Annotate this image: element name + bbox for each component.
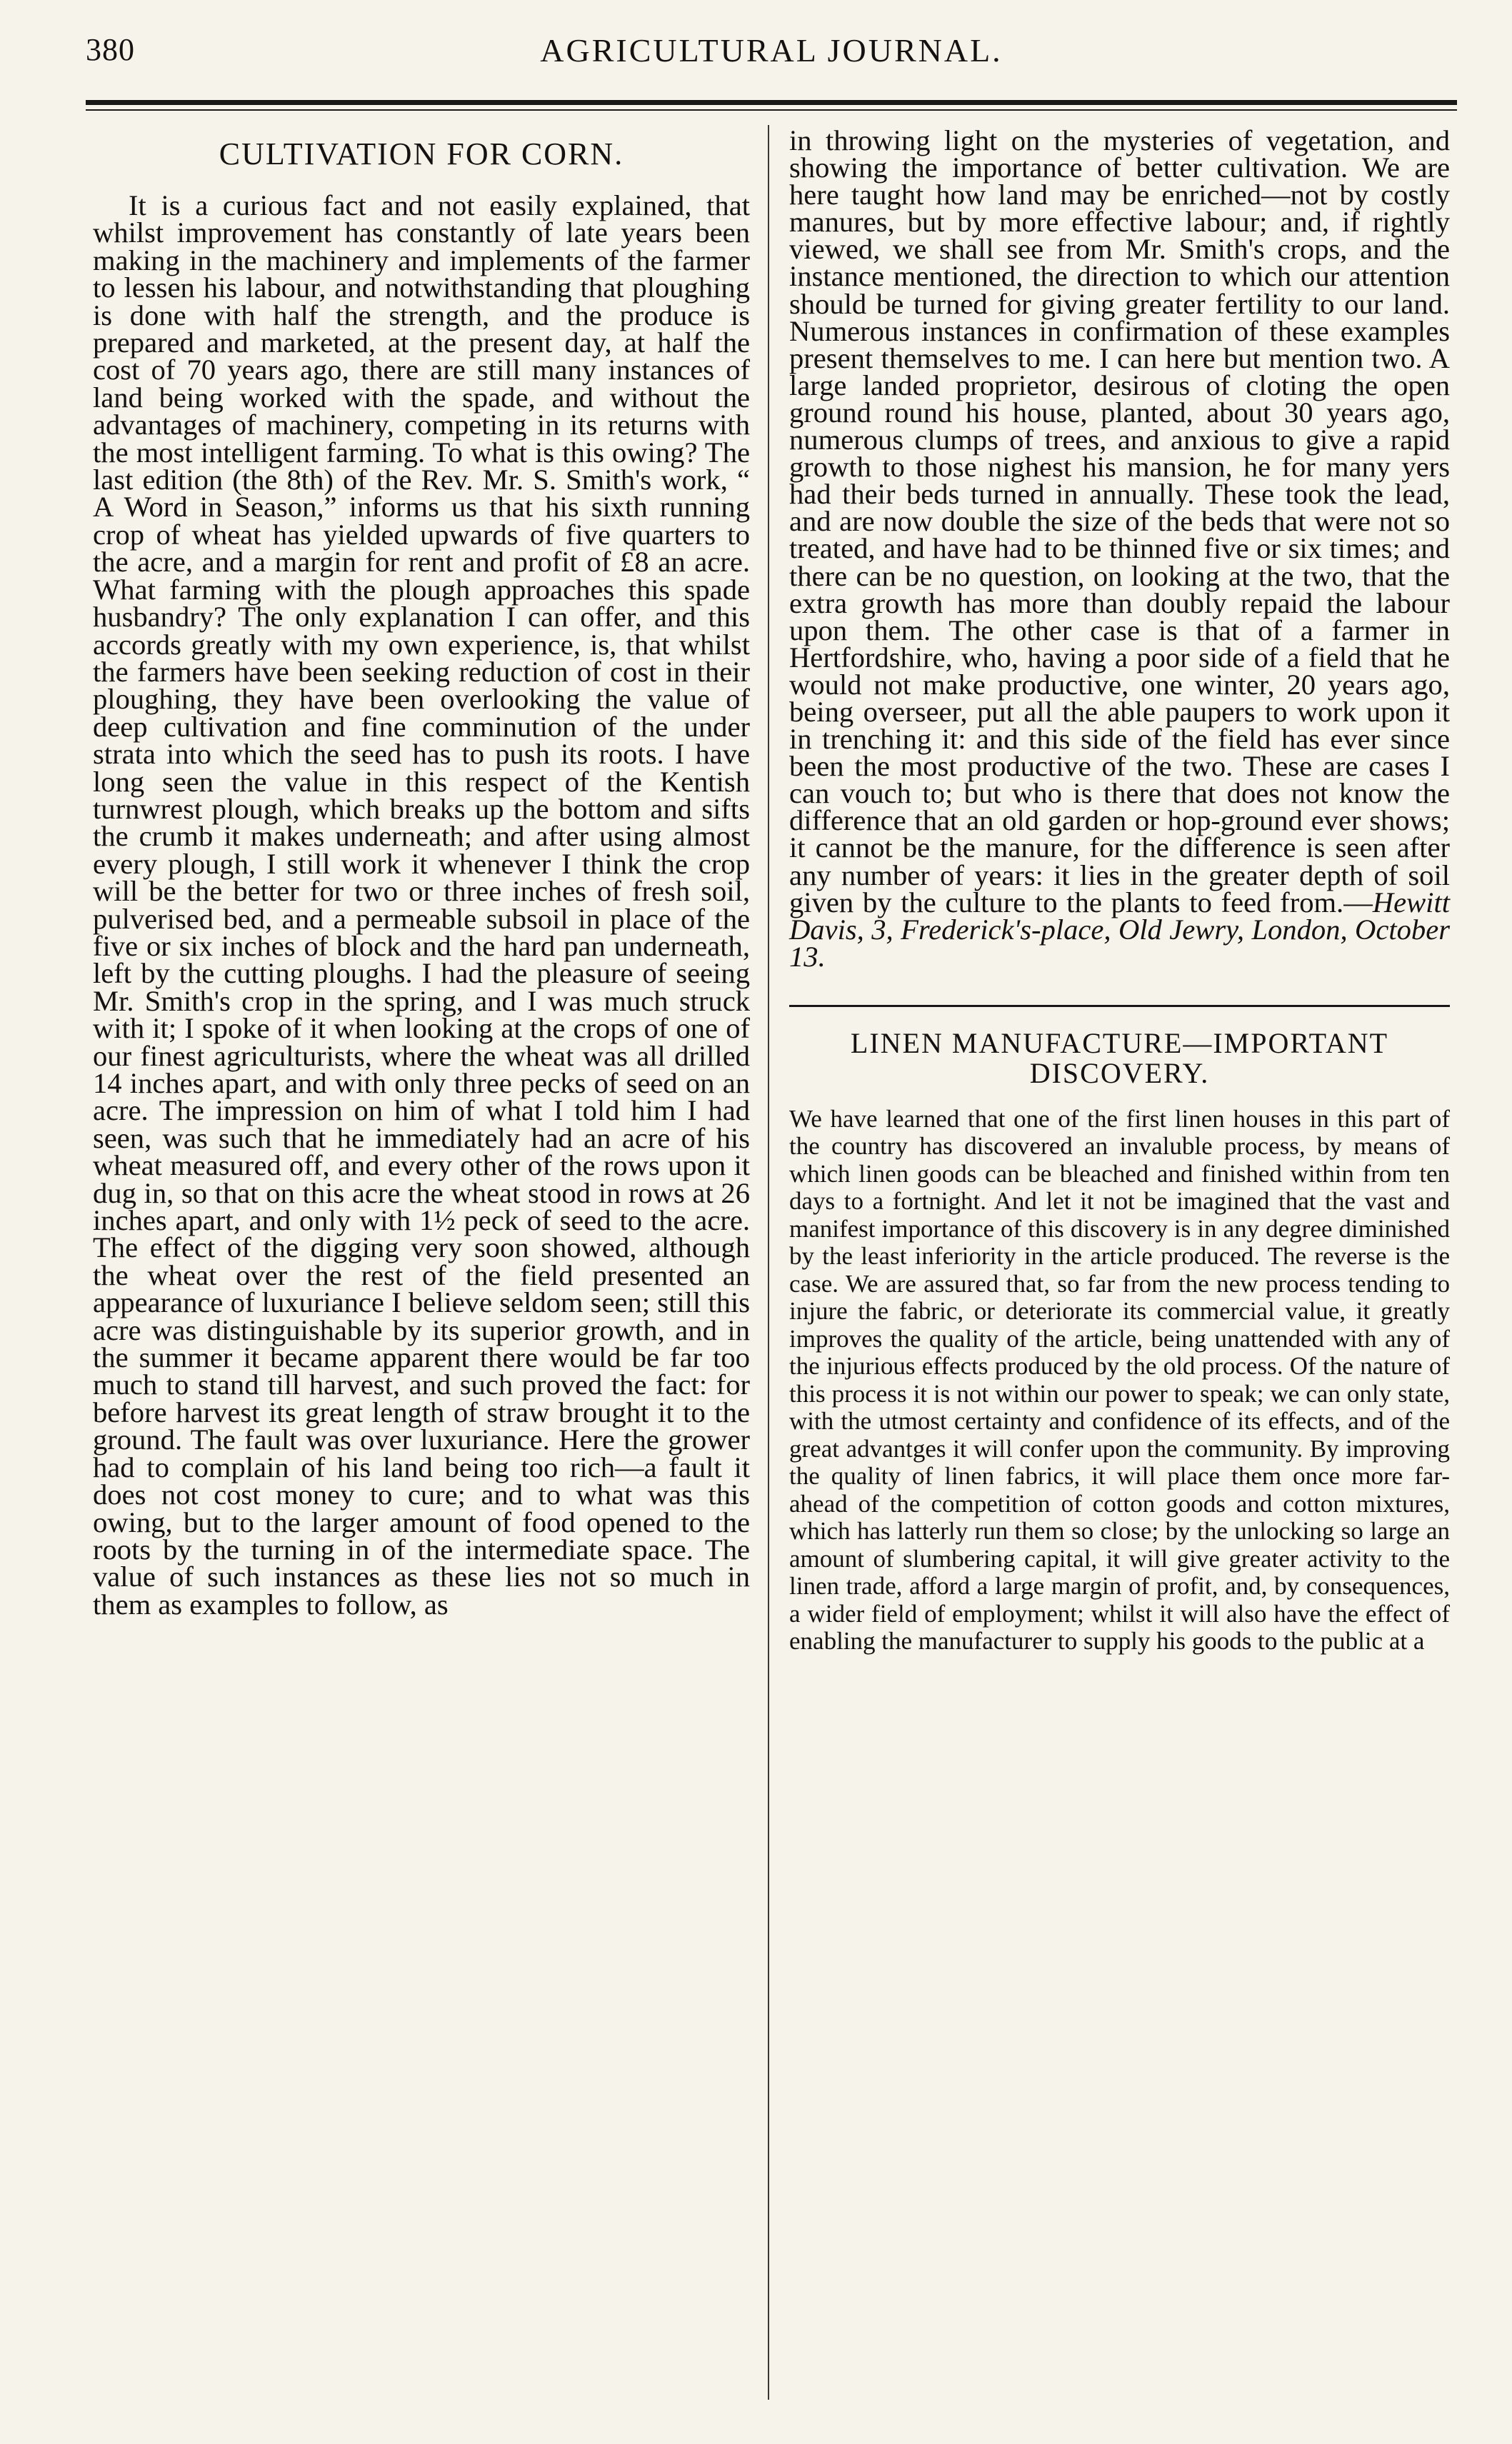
continuation-text: in throwing light on the mysteries of vegetation, and showing the importance of better cultivation. We are here taught how land may be enriched—not by costly manures, but by more effective labour; and, if rightly viewed, we shall see from Mr. Smith's crops, and the instance mentioned, the direction to which our attention should be turned for giving greater fertility to our land. Numerous instances in confirmation of these examples present themselves to me. I can here but mention two. A large landed proprietor, desirous of cloting the open ground round his house, planted, about 30 years ago, numerous clumps of trees, and anxious to give a rapid growth to those nighest his mansion, he for many yers had their beds turned in annually. These took the lead, and are now double the size of the beds that were not so treated, and have had to be thinned five or six times; and there can be no question, on looking at the two, that the extra growth has more than doubly repaid the labour upon them. The other case is that of a farmer in Hertfordshire, who, having a poor side of a field that he would not make productive, one winter, 20 years ago, being overseer, put all the able paupers to work upon it in trenching it: and this side of the field has ever since been the most productive of the two. These are cases I can vouch to; but who is there that does not know the difference that an old garden or hop-ground ever shows; it cannot be the manure, for the difference is seen after any number of years: it lies in the greater depth of soil given by the culture to the plants to feed from.— <box>789 124 1450 918</box>
article-title-linen: LINEN MANUFACTURE—IMPORTANT DISCOVERY. <box>850 1026 1389 1089</box>
left-column <box>93 127 750 1621</box>
article-title-cultivation: CULTIVATION FOR CORN. <box>219 136 624 171</box>
right-column <box>789 124 1450 1656</box>
header-rule-thin <box>86 109 1457 111</box>
header-rule-thick <box>86 100 1457 105</box>
page-number: 380 <box>86 32 135 67</box>
article-divider <box>789 1005 1450 1007</box>
article-body-cultivation-continued <box>789 124 1450 973</box>
article-body-cultivation: It is a curious fact and not easily explained, that whilst improvement has constantly of late years been making in the machinery and implements of the farmer to lessen his labour, and notwithstanding that ploughing is done with half the strength, and the produce is prepared and marketed, at the present day, at half the cost of 70 years ago, there are still many instances of land being worked with the spade, and without the advantages of machinery, competing in its returns with the most intelligent farming. To what is this owing? The last edition (the 8th) of the Rev. Mr. S. Smith's work, “ A Word in Season,” informs us that his sixth running crop of wheat has yielded upwards of five quarters to the acre, and a margin for rent and profit of £8 an acre. What farming with the plough approaches this spade husbandry? The only explanation I can offer, and this accords greatly with my own experience, is, that whilst the farmers have been seeking reduction of cost in their ploughing, they have been overlooking the value of deep cultivation and fine comminution of the under strata into which the seed has to push its roots. I have long seen the value in this respect of the Kentish turnwrest plough, which breaks up the bottom and sifts the crumb it makes underneath; and after using almost every plough, I still work it whenever I think the crop will be the better for two or three inches of fresh soil, pulverised bed, and a permeable subsoil in place of the five or six inches of block and the hard pan underneath, left by the cutting ploughs. I had the pleasure of seeing Mr. Smith's crop in the spring, and I was much struck with it; I spoke of it when looking at the crops of one of our finest agriculturists, where the wheat was all drilled 14 inches apart, and with only three pecks of seed on an acre. The impression on him of what I told him I had seen, was such that he immediately had an acre of his wheat measured off, and every other of the rows upon it dug in, so that on this acre the wheat stood in rows at 26 inches apart, and only with 1½ peck of seed to the acre. The effect of the digging very soon showed, although the wheat over the rest of the field presented an appearance of luxuriance I believe seldom seen; still this acre was distinguishable by its superior growth, and in the summer it became apparent there would be far too much to stand till harvest, and such proved the fact: for before harvest its great length of straw brought it to the ground. The fault was over luxuriance. Here the grower had to complain of his land being too rich—a fault it does not cost money to cure; and to what was this owing, but to the larger amount of food opened to the roots by the turning in of the intermediate space. The value of such instances as these lies not so much in them as examples to follow, as <box>93 189 750 1621</box>
column-divider <box>768 125 769 2400</box>
running-title: AGRICULTURAL JOURNAL. <box>540 32 1003 69</box>
article-signature: Hewitt Davis, 3, Frederick's-place, Old Jewry, London, October 13. <box>789 886 1450 973</box>
page-header <box>86 26 1457 76</box>
article-body-linen: We have learned that one of the first linen houses in this part of the country has discovered an invaluble process, by means of which linen goods can be bleached and finished within from ten days to a fortnight. And let it not be imagined that the vast and manifest importance of this discovery is in any degree diminished by the least inferiority in the article produced. The reverse is the case. We are assured that, so far from the new process tending to injure the fabric, or deteriorate its commercial value, it greatly improves the quality of the article, being unattended with any of the injurious effects produced by the old process. Of the nature of this process it is not within our power to speak; we can only state, with the utmost certainty and confidence of its effects, and of the great advantges it will confer upon the community. By improving the quality of linen fabrics, it will place them once more far-ahead of the competition of cotton goods and cotton mixtures, which has latterly run them so close; by the unlocking so large an amount of slumbering capital, it will give greater activity to the linen trade, afford a large margin of profit, and, by consequences, a wider field of employment; whilst it will also have the effect of enabling the manufacturer to supply his goods to the public at a <box>789 1104 1450 1656</box>
